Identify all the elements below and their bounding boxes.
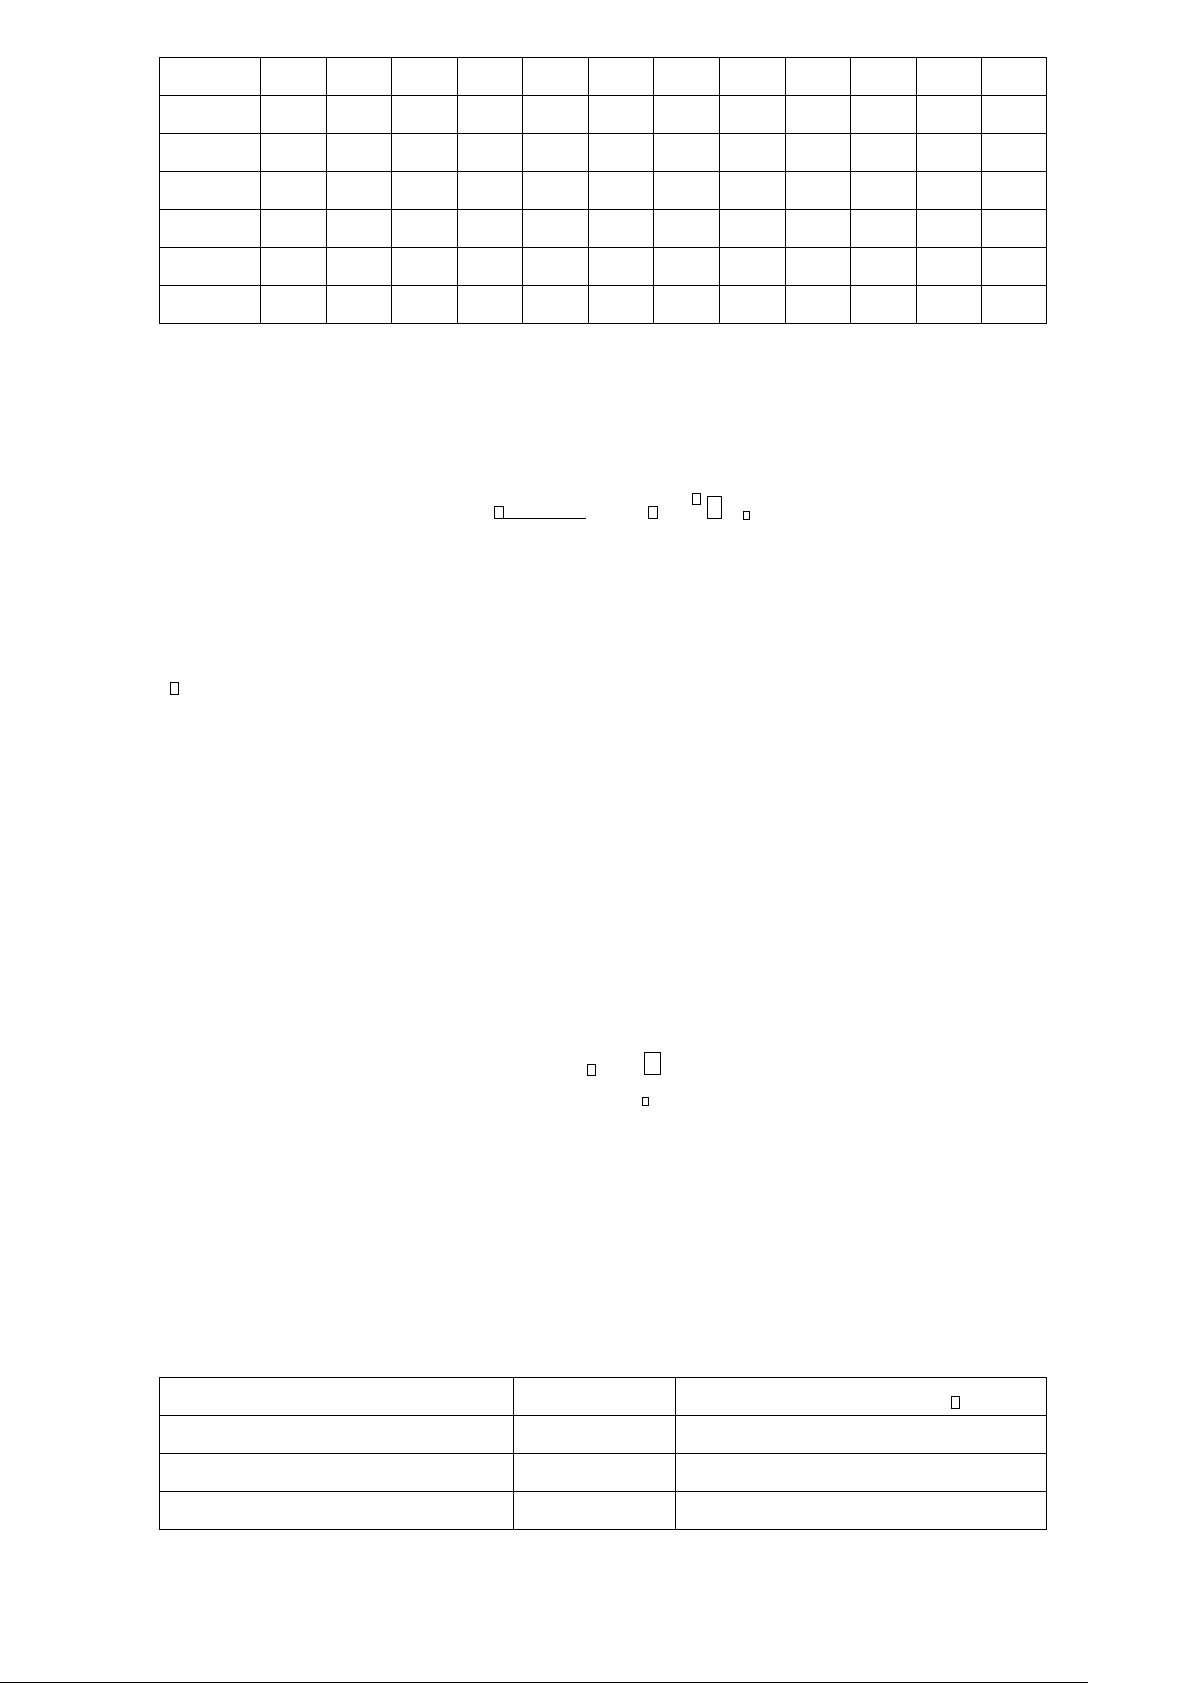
table-cell	[523, 96, 589, 134]
table-cell	[458, 96, 523, 134]
table-cell	[982, 248, 1047, 286]
table-cell	[982, 96, 1047, 134]
table-cell	[982, 286, 1047, 324]
table-cell	[917, 172, 982, 210]
table-cell	[654, 58, 720, 96]
table-cell	[261, 58, 327, 96]
table-cell	[851, 210, 917, 248]
table-cell	[720, 248, 786, 286]
missing-glyph-icon	[951, 1396, 960, 1409]
table-cell	[458, 172, 523, 210]
table-cell	[514, 1492, 676, 1530]
table-row	[160, 134, 1047, 172]
table-cell	[160, 286, 261, 324]
table-cell	[523, 134, 589, 172]
table-cell	[654, 172, 720, 210]
table-cell	[982, 172, 1047, 210]
table-cell	[327, 134, 392, 172]
table-cell	[589, 96, 654, 134]
table-cell	[851, 248, 917, 286]
table-cell	[458, 134, 523, 172]
table-cell	[676, 1454, 1047, 1492]
table-cell	[851, 172, 917, 210]
table-row	[160, 96, 1047, 134]
table-cell	[654, 210, 720, 248]
missing-glyph-icon	[692, 493, 701, 505]
table-cell	[523, 172, 589, 210]
table-cell	[160, 172, 261, 210]
table-cell	[327, 210, 392, 248]
table-row	[160, 286, 1047, 324]
table-cell	[851, 58, 917, 96]
table-cell	[676, 1492, 1047, 1530]
table-cell	[160, 248, 261, 286]
table-cell	[327, 286, 392, 324]
table-cell	[720, 172, 786, 210]
table-cell	[327, 172, 392, 210]
table-cell	[514, 1454, 676, 1492]
table-cell	[589, 172, 654, 210]
table-cell	[654, 248, 720, 286]
table-cell	[589, 134, 654, 172]
table-row	[160, 210, 1047, 248]
table-cell	[261, 210, 327, 248]
missing-glyph-icon	[587, 1064, 596, 1076]
table-row	[160, 172, 1047, 210]
table-cell	[720, 96, 786, 134]
table-cell	[160, 1378, 514, 1416]
table-cell	[917, 286, 982, 324]
table-cell	[851, 134, 917, 172]
table-cell	[982, 210, 1047, 248]
table-cell	[160, 1492, 514, 1530]
table-cell	[392, 210, 458, 248]
table-cell	[261, 248, 327, 286]
table-cell	[917, 96, 982, 134]
table-cell	[654, 96, 720, 134]
table-cell	[676, 1416, 1047, 1454]
table-row	[160, 58, 1047, 96]
blank-underline	[504, 518, 586, 519]
footer-rule	[0, 1682, 1088, 1683]
table-cell	[392, 286, 458, 324]
table-cell	[327, 58, 392, 96]
table-cell	[523, 58, 589, 96]
table-cell	[523, 286, 589, 324]
table-row	[160, 1416, 1047, 1454]
table-cell	[458, 210, 523, 248]
missing-glyph-icon	[642, 1097, 649, 1106]
table-cell	[523, 210, 589, 248]
missing-glyph-icon	[648, 506, 658, 519]
table-cell	[917, 58, 982, 96]
table-row	[160, 1378, 1047, 1416]
table-cell	[523, 248, 589, 286]
table-cell	[786, 286, 851, 324]
table-cell	[786, 96, 851, 134]
table-cell	[392, 58, 458, 96]
missing-glyph-icon	[707, 496, 722, 519]
table-cell	[458, 286, 523, 324]
table-cell	[514, 1416, 676, 1454]
table-cell	[392, 172, 458, 210]
table-row	[160, 1492, 1047, 1530]
table-cell	[654, 134, 720, 172]
table-row	[160, 1454, 1047, 1492]
table-cell	[589, 58, 654, 96]
table-cell	[160, 1454, 514, 1492]
table-cell	[720, 210, 786, 248]
table-cell	[589, 210, 654, 248]
missing-glyph-icon	[644, 1052, 661, 1075]
table-cell	[261, 134, 327, 172]
table-cell	[982, 58, 1047, 96]
table-cell	[261, 96, 327, 134]
table-cell	[982, 134, 1047, 172]
table-row	[160, 248, 1047, 286]
table-cell	[160, 210, 261, 248]
bottom-grid-table	[159, 1377, 1047, 1530]
table-cell	[392, 96, 458, 134]
missing-glyph-icon	[494, 506, 504, 519]
table-cell	[589, 286, 654, 324]
table-cell	[160, 58, 261, 96]
table-cell	[676, 1378, 1047, 1416]
table-cell	[458, 58, 523, 96]
table-cell	[261, 286, 327, 324]
table-cell	[851, 286, 917, 324]
table-cell	[589, 248, 654, 286]
table-cell	[654, 286, 720, 324]
table-cell	[392, 134, 458, 172]
table-cell	[392, 248, 458, 286]
table-cell	[720, 58, 786, 96]
bottom-grid-body	[160, 1378, 1047, 1530]
table-cell	[514, 1378, 676, 1416]
table-cell	[261, 172, 327, 210]
table-cell	[160, 134, 261, 172]
table-cell	[917, 248, 982, 286]
table-cell	[786, 248, 851, 286]
top-grid-table	[159, 57, 1047, 324]
top-grid-body	[160, 58, 1047, 324]
table-cell	[720, 286, 786, 324]
table-cell	[786, 58, 851, 96]
table-cell	[458, 248, 523, 286]
table-cell	[327, 96, 392, 134]
missing-glyph-icon	[170, 682, 179, 695]
table-cell	[851, 96, 917, 134]
table-cell	[160, 96, 261, 134]
table-cell	[917, 210, 982, 248]
table-cell	[786, 210, 851, 248]
missing-glyph-icon	[743, 511, 750, 520]
table-cell	[786, 172, 851, 210]
table-cell	[917, 134, 982, 172]
table-cell	[720, 134, 786, 172]
table-cell	[160, 1416, 514, 1454]
table-cell	[327, 248, 392, 286]
table-cell	[786, 134, 851, 172]
